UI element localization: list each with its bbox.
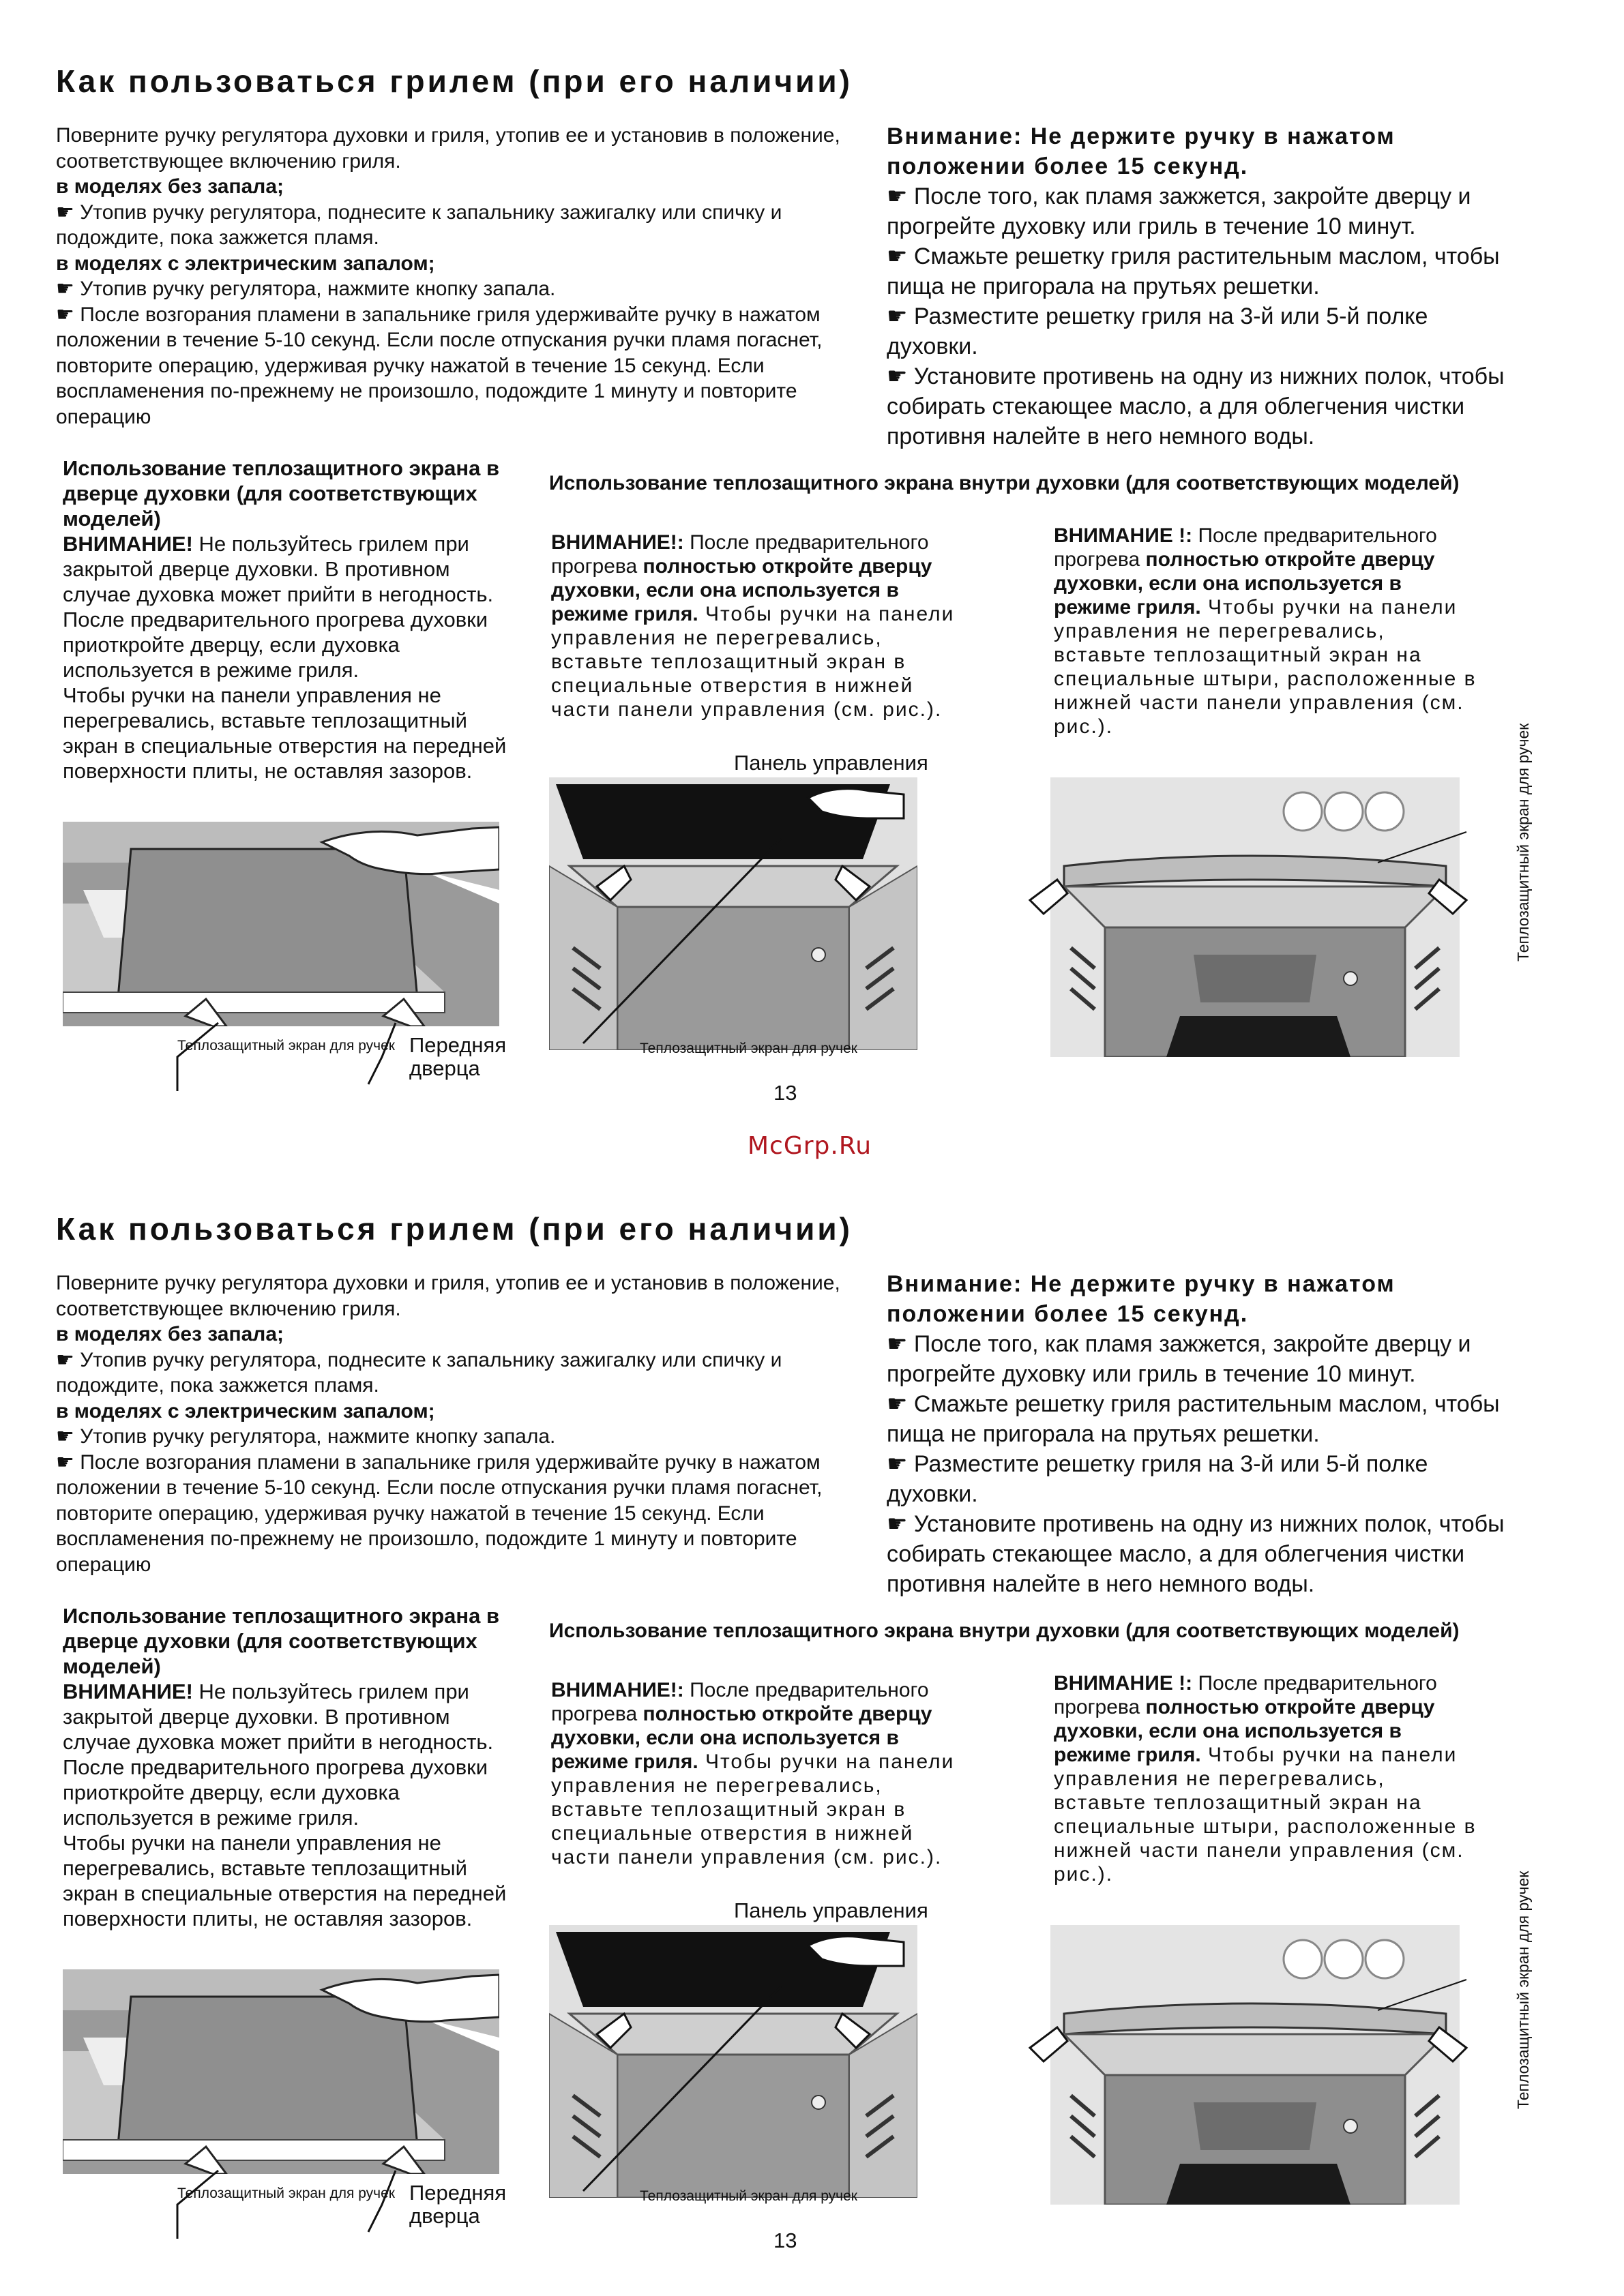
caption-shield: Теплозащитный экран для ручек bbox=[177, 2186, 395, 2201]
caption-shield: Теплозащитный экран для ручек bbox=[640, 2188, 857, 2204]
caption-front-door: Передняя дверца bbox=[409, 2181, 507, 2228]
inside-shield-text-a: ВНИМАНИЕ!: После предварительного прогрева полностью откройте дверцу духовки, если она используется в режиме гриля. Чтобы ручки на панели управления не перегревались, вставьте теплозащитный экран в специальные отверстия в нижней части панели управления (см. рис.). bbox=[551, 1679, 955, 1868]
door-shield-section bbox=[63, 456, 513, 784]
instruction-intro: Поверните ручку регулятора духовки и гриля, утопив ее и установив в положение, соответствующее включению гриля. bbox=[56, 124, 840, 173]
instruction-step: ☛ Утопив ручку регулятора, поднесите к запальнику зажигалку или спичку и подождите, пока зажжется пламя. bbox=[56, 1348, 782, 1397]
page-title: Как пользоваться грилем (при его наличии) bbox=[56, 63, 853, 99]
instruction-intro: Поверните ручку регулятора духовки и гриля, утопив ее и установив в положение, соответствующее включению гриля. bbox=[56, 1272, 840, 1320]
subheading-no-igniter: в моделях без запала; bbox=[56, 175, 284, 198]
inside-shield-text-a: ВНИМАНИЕ!: После предварительного прогрева полностью откройте дверцу духовки, если она используется в режиме гриля. Чтобы ручки на панели управления не перегревались, вставьте теплозащитный экран в специальные отверстия в нижней части панели управления (см. рис.). bbox=[551, 531, 955, 721]
warning-text: Внимание: Не держите ручку в нажатом положении более 15 секунд. bbox=[887, 123, 1396, 179]
instruction-step: ☛ Утопив ручку регулятора, нажмите кнопку запала. bbox=[56, 278, 556, 300]
caption-shield: Теплозащитный экран для ручек bbox=[640, 1041, 857, 1056]
figure-oven-panel bbox=[549, 777, 917, 1050]
page-title: Как пользоваться грилем (при его наличии) bbox=[56, 1211, 853, 1247]
page-bottom bbox=[0, 1148, 1624, 2295]
page-number: 13 bbox=[773, 1081, 797, 1105]
section-heading: Использование теплозащитного экрана внутри духовки (для соответствующих моделей) bbox=[549, 472, 1460, 494]
warning-text: Внимание: Не держите ручку в нажатом положении более 15 секунд. bbox=[887, 1271, 1396, 1327]
caption-vertical: Теплозащитный экран для ручек bbox=[1514, 723, 1532, 961]
grill-warning-column bbox=[887, 1269, 1511, 1599]
section-heading: Использование теплозащитного экрана в дверце духовки (для соответствующих моделей) bbox=[63, 1604, 500, 1678]
instruction-step: ☛ После возгорания пламени в запальнике гриля удерживайте ручку в нажатом положении в течение 5-10 секунд. Если после отпускания ручки пламя погаснет, повторите операцию, удерживая ручку нажатой в течение 15 секунд. Если воспламенения по-прежнему не произошло, подождите 1 минуту и повторите операцию bbox=[56, 1450, 823, 1576]
instruction-step: ☛ Утопив ручку регулятора, поднесите к запальнику зажигалку или спичку и подождите, пока зажжется пламя. bbox=[56, 200, 782, 249]
inside-shield-text-b: ВНИМАНИЕ !: После предварительного прогрева полностью откройте дверцу духовки, если она используется в режиме гриля. Чтобы ручки на панели управления не перегревались, вставьте теплозащитный экран на специальные штыри, расположенные в нижней части панели управления (см. рис.). bbox=[1054, 524, 1477, 738]
inside-shield-text-b: ВНИМАНИЕ !: После предварительного прогрева полностью откройте дверцу духовки, если она используется в режиме гриля. Чтобы ручки на панели управления не перегревались, вставьте теплозащитный экран на специальные штыри, расположенные в нижней части панели управления (см. рис.). bbox=[1054, 1672, 1477, 1885]
list-item: ☛ После того, как пламя зажжется, закройте дверцу и прогрейте духовку или гриль в течение 10 минут. bbox=[887, 1331, 1471, 1387]
section-body: ВНИМАНИЕ! Не пользуйтесь грилем при закрытой дверце духовки. В противном случае духовка может прийти в негодность. После предварительного прогрева духовки приоткройте дверцу, если духовка используется в режиме гриля. bbox=[63, 1680, 494, 1830]
list-item: ☛ Разместите решетку гриля на 3-й или 5-й полке духовки. bbox=[887, 1451, 1428, 1507]
list-item: ☛ После того, как пламя зажжется, закройте дверцу и прогрейте духовку или гриль в течение 10 минут. bbox=[887, 183, 1471, 239]
list-item: ☛ Смажьте решетку гриля растительным маслом, чтобы пища не пригорала на прутьях решетки. bbox=[887, 1391, 1500, 1447]
instruction-step: ☛ Утопив ручку регулятора, нажмите кнопку запала. bbox=[56, 1425, 556, 1448]
subheading-electric-igniter: в моделях с электрическим запалом; bbox=[56, 1399, 435, 1422]
caption-vertical: Теплозащитный экран для ручек bbox=[1514, 1870, 1532, 2109]
subheading-electric-igniter: в моделях с электрическим запалом; bbox=[56, 252, 435, 275]
caption-control-panel: Панель управления bbox=[734, 751, 928, 775]
figure-oven-pins bbox=[1023, 1925, 1473, 2205]
section-body: Чтобы ручки на панели управления не перегревались, вставьте теплозащитный экран в специальные отверстия на передней поверхности плиты, не оставляя зазоров. bbox=[63, 683, 507, 783]
page-number: 13 bbox=[773, 2228, 797, 2252]
caption-control-panel: Панель управления bbox=[734, 1898, 928, 1922]
list-item: ☛ Установите противень на одну из нижних полок, чтобы собирать стекающее масло, а для облегчения чистки противня налейте в него немного воды. bbox=[887, 1511, 1505, 1597]
caption-front-door: Передняя дверца bbox=[409, 1033, 507, 1080]
site-logo: McGrp.Ru bbox=[748, 1132, 872, 1160]
figure-oven-pins bbox=[1023, 777, 1473, 1057]
section-heading: Использование теплозащитного экрана в дверце духовки (для соответствующих моделей) bbox=[63, 456, 500, 531]
list-item: ☛ Разместите решетку гриля на 3-й или 5-й полке духовки. bbox=[887, 303, 1428, 359]
section-body: ВНИМАНИЕ! Не пользуйтесь грилем при закрытой дверце духовки. В противном случае духовка может прийти в негодность. После предварительного прогрева духовки приоткройте дверцу, если духовка используется в режиме гриля. bbox=[63, 532, 494, 682]
figure-oven-panel bbox=[549, 1925, 917, 2198]
section-heading: Использование теплозащитного экрана внутри духовки (для соответствующих моделей) bbox=[549, 1620, 1460, 1642]
caption-shield: Теплозащитный экран для ручек bbox=[177, 1038, 395, 1054]
instruction-step: ☛ После возгорания пламени в запальнике гриля удерживайте ручку в нажатом положении в течение 5-10 секунд. Если после отпускания ручки пламя погаснет, повторите операцию, удерживая ручку нажатой в течение 15 секунд. Если воспламенения по-прежнему не произошло, подождите 1 минуту и повторите операцию bbox=[56, 303, 823, 428]
grill-instructions bbox=[56, 1270, 861, 1577]
list-item: ☛ Установите противень на одну из нижних полок, чтобы собирать стекающее масло, а для облегчения чистки противня налейте в него немного воды. bbox=[887, 363, 1505, 449]
subheading-no-igniter: в моделях без запала; bbox=[56, 1323, 284, 1345]
grill-warning-column bbox=[887, 121, 1511, 451]
grill-instructions bbox=[56, 123, 861, 430]
list-item: ☛ Смажьте решетку гриля растительным маслом, чтобы пища не пригорала на прутьях решетки. bbox=[887, 243, 1500, 299]
door-shield-section bbox=[63, 1603, 513, 1931]
section-body: Чтобы ручки на панели управления не перегревались, вставьте теплозащитный экран в специальные отверстия на передней поверхности плиты, не оставляя зазоров. bbox=[63, 1831, 507, 1930]
